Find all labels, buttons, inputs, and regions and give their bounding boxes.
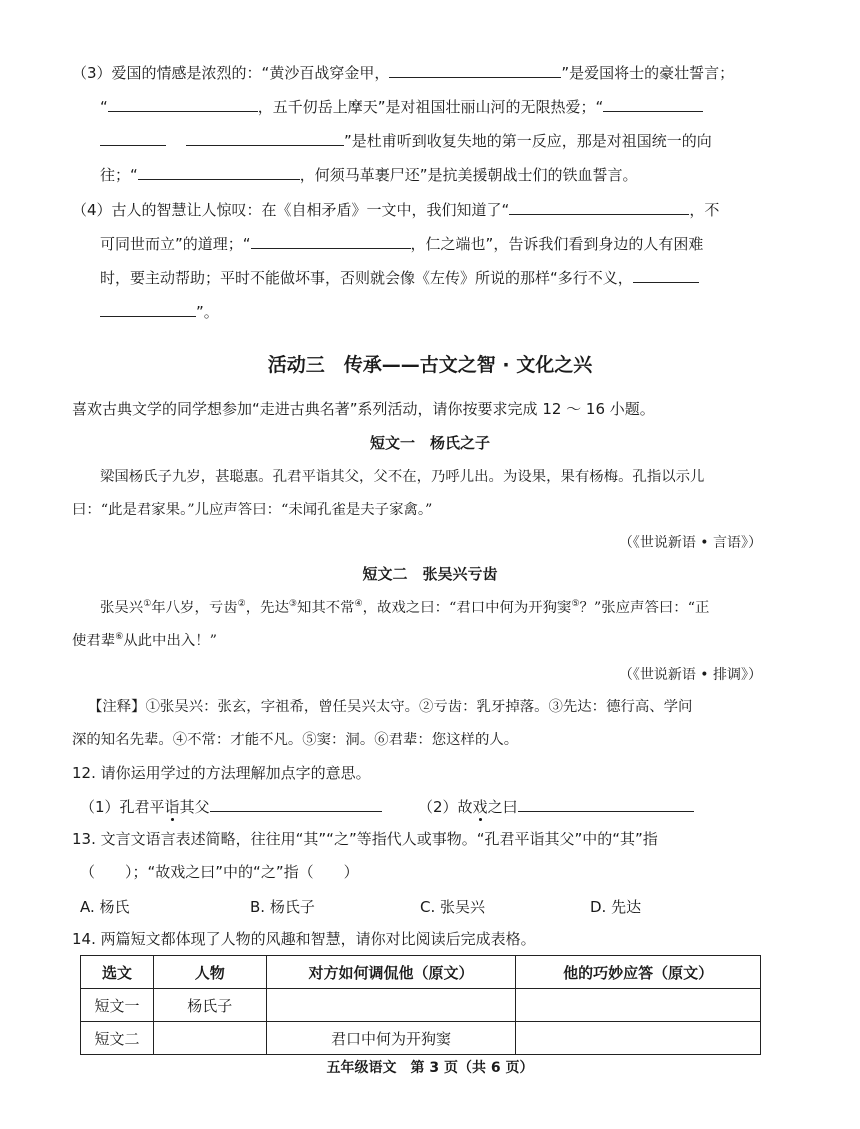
q12-item-2 — [418, 796, 694, 818]
text2-text: ，先达 — [245, 600, 289, 616]
q4-text: ”。 — [196, 303, 219, 321]
table-header-cell: 对方如何调侃他（原文） — [266, 956, 516, 989]
text2-text: 从此中出入！” — [123, 633, 217, 649]
text2-text: 知其不常 — [296, 600, 355, 616]
q4-text: 时，要主动帮助；平时不能做坏事，否则就会像《左传》所说的那样“多行不义， — [100, 269, 633, 287]
q12-text: （2）故 — [418, 798, 473, 816]
table-row — [81, 989, 761, 1022]
table-answer-cell[interactable] — [153, 1022, 266, 1055]
table-cell: 君口中何为开狗窦 — [266, 1022, 516, 1055]
text2-line-1 — [100, 597, 709, 619]
table-answer-cell[interactable] — [516, 1022, 761, 1055]
q3-line-2 — [100, 96, 703, 118]
emphasis-char: 戏 — [472, 798, 488, 816]
answer-blank[interactable] — [518, 797, 694, 812]
text1-line-1: 梁国杨氏子九岁，甚聪惠。孔君平诣其父，父不在，乃呼儿出。为设果，果有杨梅。孔指以示儿 — [100, 469, 705, 485]
footnote-marker: ④ — [354, 599, 363, 610]
table-answer-cell[interactable] — [516, 989, 761, 1022]
text2-text: ？”张应声答曰：“正 — [579, 600, 710, 616]
q3-text: ，何须马革裹尸还”是抗美援朝战士们的铁血誓言。 — [299, 166, 638, 184]
table-cell: 短文一 — [81, 989, 154, 1022]
footnote-marker: ③ — [288, 599, 297, 610]
q13-stem-1: 13. 文言文语言表述简略，往往用“其”“之”等指代人或事物。“孔君平诣其父”中的“其”指 — [72, 830, 658, 848]
notes-line-2: 深的知名先辈。④不常：才能不凡。⑤窦：洞。⑥君辈：您这样的人。 — [72, 732, 519, 748]
q13-option-d[interactable]: D. 先达 — [590, 898, 642, 916]
answer-blank[interactable] — [186, 131, 344, 146]
comparison-table — [80, 955, 761, 1055]
q3-line-1 — [72, 62, 734, 84]
q4-text: 可同世而立”的道理；“ — [100, 235, 251, 253]
answer-blank[interactable] — [509, 200, 689, 215]
text1-title: 短文一 杨氏之子 — [369, 434, 490, 452]
table-header-cell: 人物 — [153, 956, 266, 989]
q3-text: 往；“ — [100, 166, 138, 184]
text2-text: 年八岁，亏齿 — [151, 600, 238, 616]
q12-text: （1）孔君平 — [80, 798, 165, 816]
text2-text: 张吴兴 — [100, 600, 144, 616]
activity-intro: 喜欢古典文学的同学想参加“走进古典名著”系列活动，请你按要求完成 12 ～ 16 小题。 — [72, 400, 655, 418]
answer-blank[interactable] — [100, 131, 166, 146]
answer-blank[interactable] — [633, 268, 699, 283]
answer-blank[interactable] — [251, 234, 411, 249]
table-header-cell: 他的巧妙应答（原文） — [516, 956, 761, 989]
activity-title: 活动三 传承——古文之智 · 文化之兴 — [267, 354, 593, 376]
text2-source: （《世说新语 • 排调》） — [618, 667, 762, 683]
q13-option-a[interactable]: A. 杨氏 — [80, 898, 130, 916]
q3-text: “ — [100, 98, 108, 116]
answer-blank[interactable] — [603, 97, 703, 112]
text2-text: 使君辈 — [72, 633, 116, 649]
q3-text: ，五千仞岳上摩天”是对祖国壮丽山河的无限热爱；“ — [257, 98, 604, 116]
notes-line-1: 【注释】①张吴兴：张玄，字祖希，曾任吴兴太守。②亏齿：乳牙掉落。③先达：德行高、学问 — [88, 699, 693, 715]
q4-line-1 — [72, 199, 719, 221]
q4-text: ，不 — [689, 201, 720, 219]
table-header-cell: 选文 — [81, 956, 154, 989]
q4-text: （4）古人的智慧让人惊叹：在《自相矛盾》一文中，我们知道了“ — [72, 201, 510, 219]
q12-stem: 12. 请你运用学过的方法理解加点字的意思。 — [72, 764, 371, 782]
q3-text: ”是爱国将士的豪壮誓言； — [561, 64, 735, 82]
table-cell: 短文二 — [81, 1022, 154, 1055]
q14-stem: 14. 两篇短文都体现了人物的风趣和智慧，请你对比阅读后完成表格。 — [72, 930, 536, 948]
text1-line-2: 曰：“此是君家果。”儿应声答曰：“未闻孔雀是夫子家禽。” — [72, 502, 433, 518]
text1-source: （《世说新语 • 言语》） — [618, 535, 762, 551]
q4-line-2 — [100, 233, 703, 255]
table-answer-cell[interactable] — [266, 989, 516, 1022]
q12-text: 之曰 — [487, 798, 518, 816]
answer-blank[interactable] — [108, 97, 258, 112]
q3-text: ”是杜甫听到收复失地的第一反应，那是对祖国统一的向 — [344, 132, 712, 150]
text2-line-2 — [72, 630, 217, 652]
table-row — [81, 1022, 761, 1055]
q13-stem-2: （ ）；“故戏之曰”中的“之”指（ ） — [80, 863, 359, 881]
answer-blank[interactable] — [100, 302, 196, 317]
answer-blank[interactable] — [210, 797, 382, 812]
answer-blank[interactable] — [389, 63, 561, 78]
q13-option-c[interactable]: C. 张吴兴 — [420, 898, 486, 916]
text2-text: ，故戏之曰：“君口中何为开狗窦 — [362, 600, 572, 616]
q4-text: ，仁之端也”，告诉我们看到身边的人有困难 — [410, 235, 704, 253]
footnote-marker: ② — [237, 599, 246, 610]
q4-line-3 — [100, 267, 699, 289]
footnote-marker: ⑤ — [571, 599, 580, 610]
answer-blank[interactable] — [138, 165, 300, 180]
q4-line-4 — [100, 301, 219, 323]
footnote-marker: ⑥ — [115, 632, 124, 643]
footnote-marker: ① — [143, 599, 152, 610]
q3-line-3 — [100, 130, 712, 152]
q3-text: （3）爱国的情感是浓烈的：“黄沙百战穿金甲， — [72, 64, 390, 82]
q12-item-1 — [80, 796, 382, 818]
text2-title: 短文二 张吴兴亏齿 — [362, 565, 498, 583]
q3-line-4 — [100, 164, 638, 186]
table-cell: 杨氏子 — [153, 989, 266, 1022]
emphasis-char: 诣 — [164, 798, 180, 816]
page-footer: 五年级语文 第 3 页（共 6 页） — [326, 1060, 534, 1076]
q12-text: 其父 — [179, 798, 210, 816]
q13-option-b[interactable]: B. 杨氏子 — [250, 898, 315, 916]
table-header-row — [81, 956, 761, 989]
